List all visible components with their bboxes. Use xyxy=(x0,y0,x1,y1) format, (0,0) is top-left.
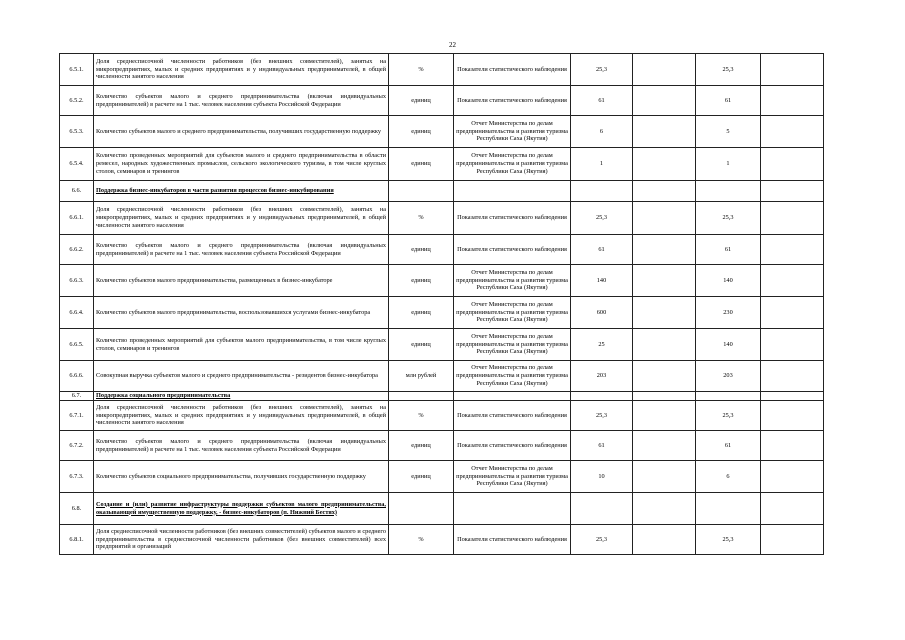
value-cell xyxy=(761,329,824,361)
value-cell xyxy=(761,525,824,555)
value-cell: 600 xyxy=(571,297,633,329)
indicator-name: Поддержка социального предпринимательства xyxy=(94,392,389,401)
value-cell: 140 xyxy=(696,265,761,297)
unit-of-measure: единиц xyxy=(389,116,454,148)
data-source: Показатели статистического наблюдения xyxy=(454,525,571,555)
indicator-name: Совокупная выручка субъектов малого и среднего предпринимательства - резидентов бизнес-инкубатора xyxy=(94,361,389,392)
data-source: Показатели статистического наблюдения xyxy=(454,202,571,235)
indicator-name: Доля среднесписочной численности работников (без внешних совместителей), занятых на микропредприятиях, малых и средних предприятиях и у индивидуальных предпринимателей, в общей численности занятого населения xyxy=(94,202,389,235)
value-cell: 61 xyxy=(571,235,633,265)
value-cell xyxy=(696,493,761,525)
value-cell xyxy=(761,148,824,181)
section-row xyxy=(60,181,824,202)
indicator-name: Поддержка бизнес-инкубаторов в части развития процессов бизнес-инкубирования xyxy=(94,181,389,202)
indicator-name: Создание и (или) развитие инфраструктуры поддержки субъектов малого предпринимательства, оказывающей имущественную поддержку, - бизнес-инкубаторов (п. Нижний Бестях) xyxy=(94,493,389,525)
value-cell xyxy=(633,86,696,116)
table-row xyxy=(60,525,824,555)
value-cell: 25,3 xyxy=(696,401,761,431)
value-cell xyxy=(633,54,696,86)
value-cell: 61 xyxy=(696,431,761,461)
value-cell: 5 xyxy=(696,116,761,148)
value-cell xyxy=(571,392,633,401)
indicator-name: Количество субъектов малого и среднего предпринимательства, получивших государственную поддержку xyxy=(94,116,389,148)
unit-of-measure: единиц xyxy=(389,329,454,361)
data-source: Показатели статистического наблюдения xyxy=(454,431,571,461)
value-cell: 25,3 xyxy=(571,54,633,86)
data-source: Показатели статистического наблюдения xyxy=(454,54,571,86)
unit-of-measure: млн рублей xyxy=(389,361,454,392)
unit-of-measure: единиц xyxy=(389,461,454,493)
unit-of-measure xyxy=(389,181,454,202)
row-number: 6.8. xyxy=(60,493,94,525)
value-cell xyxy=(633,525,696,555)
value-cell xyxy=(633,116,696,148)
table-row xyxy=(60,329,824,361)
section-row xyxy=(60,493,824,525)
value-cell xyxy=(761,361,824,392)
table-row xyxy=(60,265,824,297)
row-number: 6.6. xyxy=(60,181,94,202)
value-cell: 6 xyxy=(571,116,633,148)
value-cell xyxy=(761,86,824,116)
unit-of-measure xyxy=(389,493,454,525)
indicator-name: Доля среднесписочной численности работников (без внешних совместителей), занятых на микропредприятиях, малых и средних предприятиях и у индивидуальных предпринимателей, в общей численности занятого населения xyxy=(94,54,389,86)
table-row xyxy=(60,297,824,329)
value-cell xyxy=(633,493,696,525)
value-cell: 61 xyxy=(571,86,633,116)
row-number: 6.7.1. xyxy=(60,401,94,431)
data-source: Отчет Министерства по делам предпринимательства и развития туризма Республики Саха (Якутия) xyxy=(454,116,571,148)
value-cell xyxy=(633,202,696,235)
value-cell xyxy=(761,265,824,297)
data-source: Отчет Министерства по делам предпринимательства и развития туризма Республики Саха (Якутия) xyxy=(454,265,571,297)
table-row xyxy=(60,86,824,116)
data-source: Отчет Министерства по делам предпринимательства и развития туризма Республики Саха (Якутия) xyxy=(454,361,571,392)
unit-of-measure xyxy=(389,392,454,401)
table-row xyxy=(60,401,824,431)
value-cell xyxy=(633,148,696,181)
value-cell: 25 xyxy=(571,329,633,361)
table-row xyxy=(60,202,824,235)
value-cell: 25,3 xyxy=(696,525,761,555)
table-row xyxy=(60,461,824,493)
indicator-name: Количество субъектов малого и среднего предпринимательства (включая индивидуальных предпринимателей) в расчете на 1 тыс. человек населения субъекта Российской Федерации xyxy=(94,235,389,265)
value-cell xyxy=(633,265,696,297)
data-source xyxy=(454,392,571,401)
data-source: Отчет Министерства по делам предпринимательства и развития туризма Республики Саха (Якутия) xyxy=(454,297,571,329)
indicator-name: Количество проведенных мероприятий для субъектов малого предпринимательства, в том числе круглых столов, семинаров и тренингов xyxy=(94,329,389,361)
value-cell xyxy=(761,401,824,431)
indicator-name: Количество субъектов малого предпринимательства, размещенных в бизнес-инкубаторе xyxy=(94,265,389,297)
value-cell xyxy=(761,392,824,401)
table-row xyxy=(60,235,824,265)
value-cell xyxy=(761,116,824,148)
value-cell xyxy=(571,493,633,525)
table-row xyxy=(60,148,824,181)
indicator-name: Количество проведенных мероприятий для субъектов малого и среднего предпринимательства в области ремесел, народных художественных промыслов, сельского экологического туризма, в том числе круглых столов, семинаров и тренингов xyxy=(94,148,389,181)
value-cell: 61 xyxy=(571,431,633,461)
unit-of-measure: % xyxy=(389,525,454,555)
row-number: 6.5.2. xyxy=(60,86,94,116)
row-number: 6.6.3. xyxy=(60,265,94,297)
row-number: 6.5.1. xyxy=(60,54,94,86)
indicator-name: Количество субъектов малого предпринимательства, воспользовавшихся услугами бизнес-инкубатора xyxy=(94,297,389,329)
value-cell xyxy=(633,401,696,431)
section-row xyxy=(60,392,824,401)
indicators-table xyxy=(59,53,824,555)
value-cell xyxy=(633,392,696,401)
row-number: 6.6.5. xyxy=(60,329,94,361)
value-cell xyxy=(633,235,696,265)
row-number: 6.5.4. xyxy=(60,148,94,181)
value-cell xyxy=(761,181,824,202)
value-cell xyxy=(761,493,824,525)
row-number: 6.6.1. xyxy=(60,202,94,235)
row-number: 6.5.3. xyxy=(60,116,94,148)
value-cell xyxy=(696,392,761,401)
unit-of-measure: единиц xyxy=(389,297,454,329)
data-source: Отчет Министерства по делам предпринимательства и развития туризма Республики Саха (Якутия) xyxy=(454,148,571,181)
value-cell: 203 xyxy=(696,361,761,392)
value-cell: 203 xyxy=(571,361,633,392)
value-cell: 1 xyxy=(571,148,633,181)
unit-of-measure: % xyxy=(389,401,454,431)
unit-of-measure: единиц xyxy=(389,431,454,461)
value-cell xyxy=(761,461,824,493)
table-row xyxy=(60,431,824,461)
value-cell: 230 xyxy=(696,297,761,329)
value-cell: 25,3 xyxy=(696,54,761,86)
table-row xyxy=(60,54,824,86)
value-cell: 25,3 xyxy=(571,525,633,555)
value-cell xyxy=(633,431,696,461)
row-number: 6.7.3. xyxy=(60,461,94,493)
value-cell xyxy=(761,235,824,265)
value-cell xyxy=(633,361,696,392)
value-cell xyxy=(633,181,696,202)
value-cell xyxy=(633,329,696,361)
indicator-name: Количество субъектов малого и среднего предпринимательства (включая индивидуальных предпринимателей) в расчете на 1 тыс. человек населения субъекта Российской Федерации xyxy=(94,431,389,461)
unit-of-measure: единиц xyxy=(389,265,454,297)
value-cell: 140 xyxy=(696,329,761,361)
value-cell xyxy=(633,297,696,329)
data-source: Отчет Министерства по делам предпринимательства и развития туризма Республики Саха (Якутия) xyxy=(454,329,571,361)
value-cell xyxy=(696,181,761,202)
row-number: 6.7. xyxy=(60,392,94,401)
table-row xyxy=(60,361,824,392)
value-cell xyxy=(571,181,633,202)
value-cell: 10 xyxy=(571,461,633,493)
unit-of-measure: % xyxy=(389,202,454,235)
value-cell: 25,3 xyxy=(571,401,633,431)
value-cell: 1 xyxy=(696,148,761,181)
data-source: Показатели статистического наблюдения xyxy=(454,86,571,116)
row-number: 6.6.2. xyxy=(60,235,94,265)
unit-of-measure: % xyxy=(389,54,454,86)
value-cell: 6 xyxy=(696,461,761,493)
data-source: Отчет Министерства по делам предпринимательства и развития туризма Республики Саха (Якутия) xyxy=(454,461,571,493)
unit-of-measure: единиц xyxy=(389,235,454,265)
indicator-name: Доля среднесписочной численности работников (без внешних совместителей), занятых на микропредприятиях, малых и средних предприятиях и у индивидуальных предпринимателей, в общей численности занятого населения xyxy=(94,401,389,431)
unit-of-measure: единиц xyxy=(389,86,454,116)
value-cell xyxy=(633,461,696,493)
value-cell: 61 xyxy=(696,235,761,265)
value-cell xyxy=(761,297,824,329)
unit-of-measure: единиц xyxy=(389,148,454,181)
value-cell xyxy=(761,54,824,86)
table-row xyxy=(60,116,824,148)
value-cell: 140 xyxy=(571,265,633,297)
indicator-name: Количество субъектов малого и среднего предпринимательства (включая индивидуальных предпринимателей) в расчете на 1 тыс. человек населения субъекта Российской Федерации xyxy=(94,86,389,116)
row-number: 6.8.1. xyxy=(60,525,94,555)
data-source xyxy=(454,181,571,202)
value-cell xyxy=(761,202,824,235)
row-number: 6.7.2. xyxy=(60,431,94,461)
value-cell: 61 xyxy=(696,86,761,116)
data-source: Показатели статистического наблюдения xyxy=(454,235,571,265)
row-number: 6.6.6. xyxy=(60,361,94,392)
indicator-name: Доля среднесписочной численности работников (без внешних совместителей) субъектов малого и среднего предпринимательства в среднесписочной численности работников (без внешних совместителей) всех предприятий и организаций xyxy=(94,525,389,555)
data-source xyxy=(454,493,571,525)
data-source: Показатели статистического наблюдения xyxy=(454,401,571,431)
value-cell: 25,3 xyxy=(696,202,761,235)
page-number: 22 xyxy=(449,41,456,49)
value-cell xyxy=(761,431,824,461)
value-cell: 25,3 xyxy=(571,202,633,235)
indicator-name: Количество субъектов социального предпринимательства, получивших государственную поддержку xyxy=(94,461,389,493)
row-number: 6.6.4. xyxy=(60,297,94,329)
